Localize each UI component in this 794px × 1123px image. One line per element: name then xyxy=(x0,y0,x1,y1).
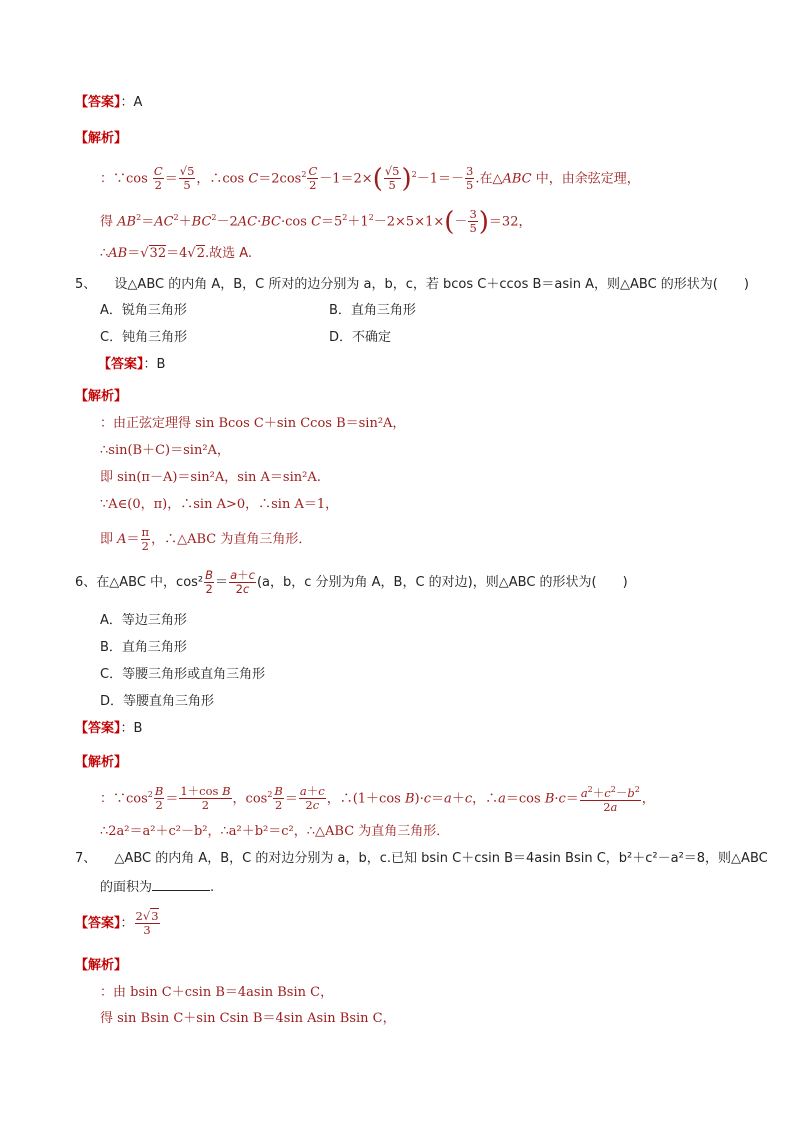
answer-label: 【答案】 xyxy=(75,916,121,931)
q5-option-c: C．钝角三角形 xyxy=(100,330,188,345)
answer-label: 【答案】 xyxy=(75,721,121,736)
q7-analysis-line2: 得 sin Bsin C＋sin Csin B＝4sin Asin Bsin C， xyxy=(100,1011,396,1026)
analysis-text: ，∴△ABC 为直角三角形． xyxy=(151,532,312,547)
answer-label: 【答案】 xyxy=(98,357,144,372)
q5-analysis-line4: ∵A∈(0，π)，∴sin A>0，∴sin A＝1， xyxy=(100,497,339,512)
q5-option-a: A．锐角三角形 xyxy=(100,303,187,318)
answer-value: ：B xyxy=(143,357,166,372)
q4-analysis-line3: ∴AB＝√32＝4√2.故选 A. xyxy=(100,246,253,261)
q7-stem xyxy=(75,851,768,867)
q5-analysis-label xyxy=(75,389,127,405)
q7-answer: 【答案】： $\frac{2√3}{3}$ xyxy=(75,909,159,937)
question-text: 设△ABC 的内角 A，B，C 所对的边分别为 a，b，c，若 bcos C＋ccos B＝asin A，则△ABC 的形状为( ) xyxy=(114,277,749,292)
answer-fraction: $\frac{2√3}{3}$ xyxy=(135,909,159,937)
q6-option-d: D．等腰直角三角形 xyxy=(100,694,215,709)
q7-analysis-label xyxy=(75,958,127,974)
q5-analysis-line5: 即 A＝ $\frac{\pi}{2}$ ，∴△ABC 为直角三角形． xyxy=(100,525,312,553)
analysis-label: 【解析】 xyxy=(75,958,128,973)
q7-analysis-line1: ：由 bsin C＋csin B＝4asin Bsin C， xyxy=(100,985,334,1000)
q5-analysis-line2: ∴sin(B＋C)＝sin²A， xyxy=(100,443,230,458)
q6-option-c: C．等腰三角形或直角三角形 xyxy=(100,667,266,682)
q6-option-a: A．等边三角形 xyxy=(100,613,187,628)
q5-analysis-line3: 即 sin(π－A)＝sin²A，sin A＝sin²A. xyxy=(100,470,321,485)
analysis-label: 【解析】 xyxy=(75,131,128,146)
q4-analysis-line2: 得 $AB^2=AC^2+BC^2-2AC\cdot BC\cdot\cos$ $C=5^2+1^2-2\times 5\times 1\times(-$ $\frac{3}{5}$ )＝32， xyxy=(100,206,532,237)
question-text-tail: (a，b，c 分别为角 A，B，C 的对边)，则△ABC 的形状为( ) xyxy=(256,575,628,590)
q5-stem xyxy=(75,277,749,293)
analysis-label: 【解析】 xyxy=(75,755,128,770)
q4-analysis-line1: ：∵cos $\frac{C}{2}$ ＝ $\frac{√5}{5}$ ，∴cos $C=2\cos^2$ $\frac{C}{2}$ －1＝2×( $\frac{√5}{5}$ )$^2$－1＝－ $\frac{3}{5}$ .在△ABC 中，由余弦定理， xyxy=(100,163,640,194)
question-text: 的面积为 xyxy=(100,880,153,895)
q6-analysis-line1: ：$\because\cos^2$ $\frac{B}{2}$ ＝ $\frac{\text{1＋cos B}}{2}$ ，$\cos^2$ $\frac{B}{2}$ ＝ $\frac{a+c}{2c}$ ，∴(1＋cos B)·c＝a＋c，∴a＝cos B·c＝ $\frac{a^2+c^2-b^2}{2a}$ ， xyxy=(100,784,655,815)
q5-analysis-line1: ：由正弦定理得 sin Bcos C＋sin Ccos B＝sin²A， xyxy=(100,416,406,431)
q4-analysis-label xyxy=(75,131,127,147)
answer-label: 【答案】 xyxy=(75,95,121,110)
question-text: △ABC 的内角 A，B，C 的对边分别为 a，b，c.已知 bsin C＋csin B＝4asin Bsin C，b²＋c²－a²＝8，则△ABC xyxy=(114,851,768,866)
answer-value: ：A xyxy=(120,95,143,110)
q4-answer xyxy=(75,95,142,111)
question-number: 7、 xyxy=(75,851,97,866)
answer-blank xyxy=(152,877,210,891)
q6-answer xyxy=(75,721,142,737)
question-number: 5、 xyxy=(75,277,97,292)
q6-analysis-label xyxy=(75,755,127,771)
answer-value: ：B xyxy=(120,721,143,736)
question-text: 6、在△ABC 中，cos² xyxy=(75,575,204,590)
q5-answer xyxy=(98,357,165,373)
q6-analysis-line2: ∴2a²＝a²＋c²－b²，∴a²＋b²＝c²，∴△ABC 为直角三角形． xyxy=(100,824,450,839)
q5-option-b: B．直角三角形 xyxy=(329,303,416,318)
analysis-label: 【解析】 xyxy=(75,389,128,404)
q6-option-b: B．直角三角形 xyxy=(100,640,187,655)
q5-option-d: D．不确定 xyxy=(329,330,392,345)
q7-stem-line2: 的面积为 . xyxy=(100,877,214,896)
q6-stem: 6、在△ABC 中，cos² $\frac{B}{2}$ ＝ $\frac{a+c}{2c}$ (a，b，c 分别为角 A，B，C 的对边)，则△ABC 的形状为( ) xyxy=(75,568,628,596)
